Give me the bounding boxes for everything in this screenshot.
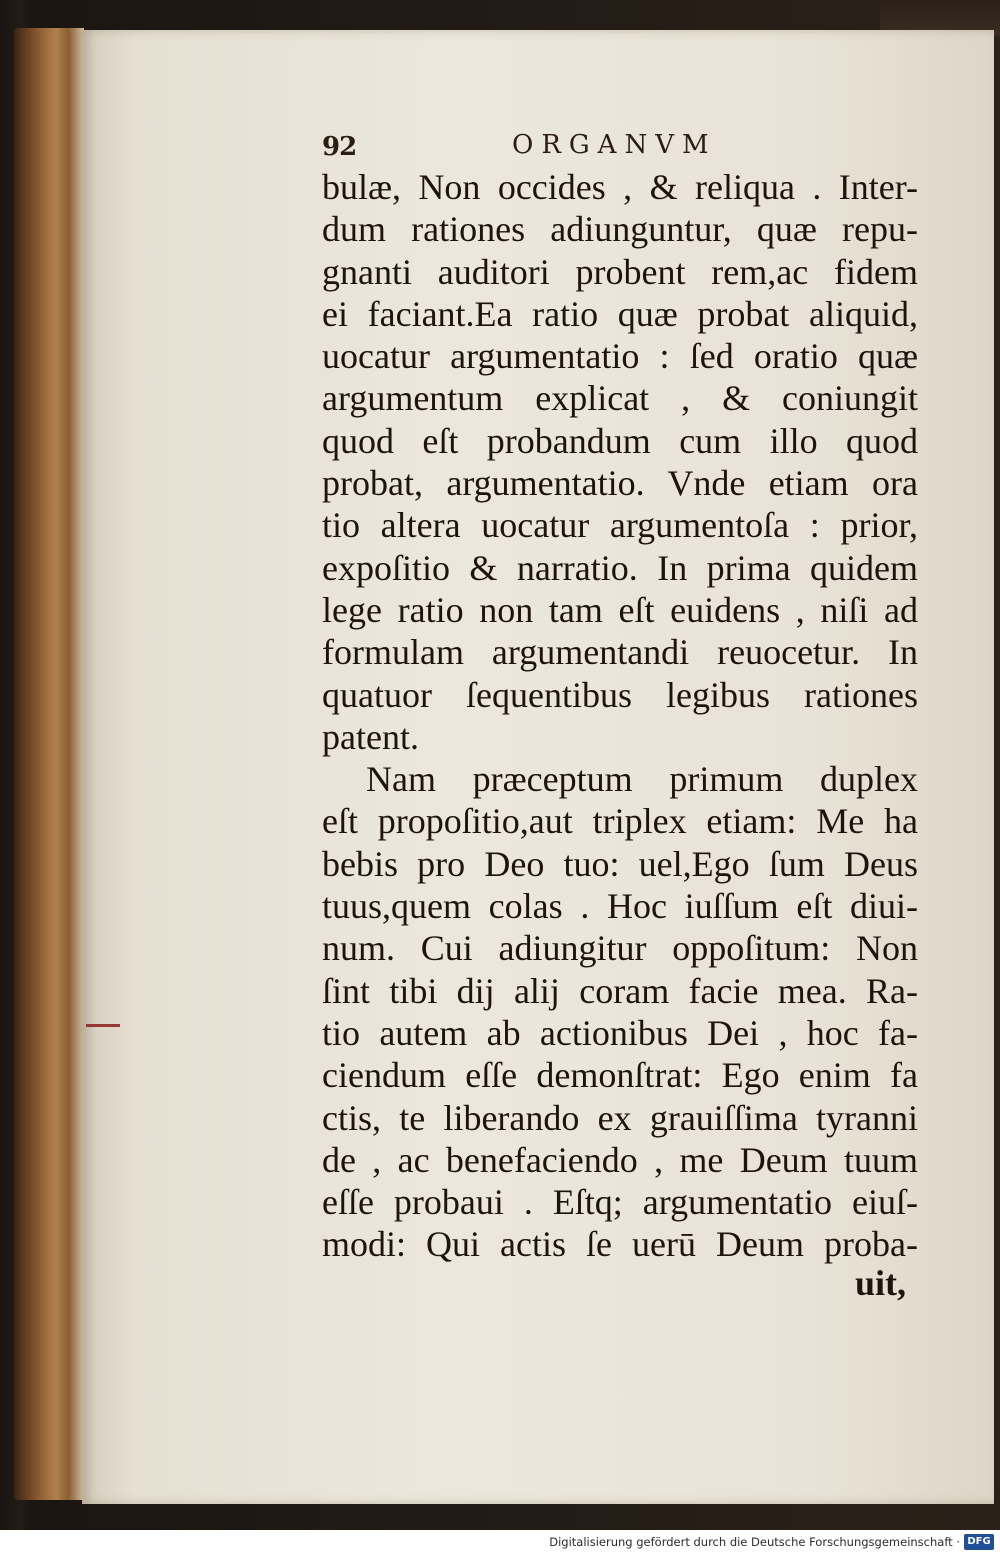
text-line: quod eſt probandum cum illo quod (322, 420, 918, 461)
body-text (322, 166, 918, 1266)
text-line: modi: Qui actis ſe uerū Deum proba- (322, 1224, 918, 1265)
text-line: ciendum eſſe demonſtrat: Ego enim fa (322, 1055, 918, 1096)
text-line: uocatur argumentatio : ſed oratio quæ (322, 336, 918, 377)
page-number: 92 (322, 132, 357, 162)
dfg-logo-icon: DFG (964, 1534, 994, 1550)
text-line: quatuor ſequentibus legibus rationes (322, 674, 918, 715)
text-line: lege ratio non tam eſt euidens , niſi ad (322, 589, 918, 630)
text-line: dum rationes adiunguntur, quæ repu- (322, 209, 918, 250)
text-line: probat, argumentatio. Vnde etiam ora (322, 463, 918, 504)
text-line: gnanti auditori probent rem,ac fidem (322, 251, 918, 292)
text-line: eſt propoſitio,aut triplex etiam: Me ha (322, 801, 918, 842)
text-line: Nam præceptum primum duplex (366, 759, 918, 800)
book-fore-edge (14, 28, 84, 1500)
text-line: bulæ, Non occides , & reliqua . Inter- (322, 167, 918, 207)
text-line: tuus,quem colas . Hoc iuſſum eſt diui- (322, 886, 918, 927)
footer-bar (0, 1530, 1000, 1554)
page-header (322, 130, 762, 162)
text-line: de , ac benefaciendo , me Deum tuum (322, 1139, 918, 1180)
text-line: expoſitio & narratio. In prima quidem (322, 547, 918, 588)
running-head: ORGANVM (512, 130, 717, 160)
text-line: formulam argumentandi reuocetur. In (322, 632, 918, 673)
text-line: tio autem ab actionibus Dei , hoc fa- (322, 1012, 918, 1053)
text-line: bebis pro Deo tuo: uel,Ego ſum Deus (322, 843, 918, 884)
text-line: eſſe probaui . Eſtq; argumentatio eiuſ- (322, 1182, 918, 1223)
margin-mark (86, 1024, 120, 1027)
text-line: ei faciant.Ea ratio quæ probat aliquid, (322, 293, 918, 334)
text-line: tio altera uocatur argumentoſa : prior, (322, 505, 918, 546)
text-line: ctis, te liberando ex grauiſſima tyranni (322, 1097, 918, 1138)
text-line: num. Cui adiungitur oppoſitum: Non (322, 928, 918, 969)
text-line: argumentum explicat , & coniungit (322, 378, 918, 419)
catchword: uit, (855, 1263, 907, 1303)
text-line: patent. (322, 716, 419, 757)
text-line: ſint tibi dij alij coram facie mea. Ra- (322, 970, 918, 1011)
funding-credit: Digitalisierung gefördert durch die Deutsche Forschungsgemeinschaft · (549, 1535, 960, 1549)
